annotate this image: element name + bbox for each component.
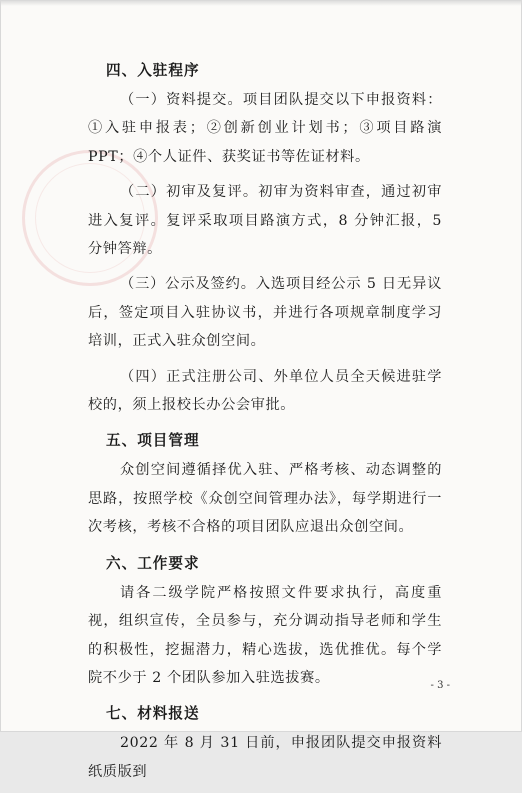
section-heading-material-submission: 七、材料报送	[106, 705, 200, 723]
paragraph-work-requirements: 请各二级学院严格按照文件要求执行，高度重视，组织宣传，全员参与，充分调动指导老师和学生的积极性，挖掘潜力，精心选拔，选优推优。每个学院不少于 2 个团队参加入驻选拔赛。	[88, 584, 442, 686]
paragraph-publicity-signing: （三）公示及签约。入选项目经公示 5 日无异议后，签定项目入驻协议书，并进行各项规章制度学习培训，正式入驻众创空间。	[88, 276, 442, 350]
paragraph-management-rules: 众创空间遵循择优入驻、严格考核、动态调整的思路，按照学校《众创空间管理办法》，每学期进行一次考核，考核不合格的项目团队应退出众创空间。	[88, 462, 442, 536]
paragraph-preliminary-review: （二）初审及复评。初审为资料审查，通过初审进入复评。复评采取项目路演方式，8 分钟汇报，5 分钟答辩。	[88, 184, 442, 258]
document-body	[88, 56, 442, 793]
section-heading-project-management: 五、项目管理	[106, 432, 200, 450]
paragraph-submission-deadline: 2022 年 8 月 31 日前，申报团队提交申报资料纸质版到	[88, 735, 442, 780]
section-heading-entry-procedure: 四、入驻程序	[106, 62, 200, 79]
page-top-shadow	[0, 0, 522, 6]
section-heading-work-requirements: 六、工作要求	[106, 554, 200, 572]
page-number: - 3 -	[430, 680, 450, 691]
paragraph-material-submission: （一）资料提交。项目团队提交以下申报资料：①入驻申报表；②创新创业计划书；③项目路演 PPT；④个人证件、获奖证书等佐证材料。	[88, 92, 442, 165]
paragraph-company-registration: （四）正式注册公司、外单位人员全天候进驻学校的，须上报校长办公会审批。	[88, 368, 442, 414]
